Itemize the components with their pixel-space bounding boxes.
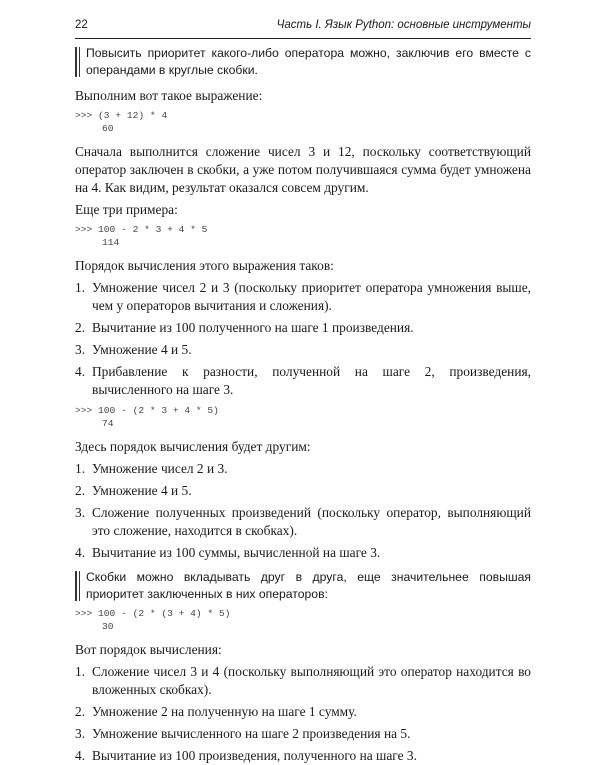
code-example-2	[75, 223, 531, 249]
list-item: 4. Вычитание из 100 суммы, вычисленной на шаге 3.	[75, 545, 381, 560]
list-item: 3. Умножение вычисленного на шаге 2 произведения на 5.	[75, 726, 411, 741]
code-input: >>> 100 - (2 * (3 + 4) * 5)	[75, 608, 231, 619]
note-nested-parentheses: Скобки можно вкладывать друг в друга, еще значительнее повышая приоритет заключенных в них операторов:	[75, 569, 531, 603]
list-item: 2. Вычитание из 100 полученного на шаге 1 произведения.	[75, 320, 414, 335]
list-item: 4. Вычитание из 100 произведения, полученного на шаге 3.	[75, 748, 417, 763]
code-output: 74	[102, 418, 114, 429]
paragraph: Порядок вычисления этого выражения таков:	[75, 258, 334, 273]
running-title: Часть I. Язык Python: основные инструменты	[276, 19, 531, 31]
list-item: 1. Сложение чисел 3 и 4 (поскольку выполняющий это оператор находится во вложенных скобках).	[75, 664, 531, 697]
paragraph: Сначала выполнится сложение чисел 3 и 12, поскольку соответствующий оператор заключен в скобки, а уже потом получившаяся сумма будет умножена на 4. Как видим, результат оказался совсем другим.	[75, 144, 531, 195]
list-item: 2. Умножение 4 и 5.	[75, 483, 192, 498]
list-item: 1. Умножение чисел 2 и 3.	[75, 461, 228, 476]
code-input: >>> 100 - (2 * 3 + 4 * 5)	[75, 405, 219, 416]
code-output: 114	[102, 237, 120, 248]
paragraph: Еще три примера:	[75, 202, 178, 217]
code-example-1	[75, 109, 531, 135]
paragraph: Здесь порядок вычисления будет другим:	[75, 439, 311, 454]
code-output: 60	[102, 123, 114, 134]
page-header	[75, 16, 531, 39]
code-input: >>> 100 - 2 * 3 + 4 * 5	[75, 224, 208, 235]
list-item: 1. Умножение чисел 2 и 3 (поскольку приоритет оператора умножения выше, чем у операторов вычитания и сложения).	[75, 280, 531, 313]
paragraph: Вот порядок вычисления:	[75, 642, 222, 657]
list-item: 3. Умножение 4 и 5.	[75, 342, 192, 357]
code-input: >>> (3 + 12) * 4	[75, 110, 168, 121]
page-number: 22	[75, 19, 88, 31]
ordered-list-1	[75, 279, 531, 399]
code-output: 30	[102, 621, 114, 632]
paragraph: Выполним вот такое выражение:	[75, 88, 263, 103]
note-parentheses-priority: Повысить приоритет какого-либо оператора можно, заключив его вместе с операндами в круглые скобки.	[75, 45, 531, 79]
list-item: 2. Умножение 2 на полученную на шаге 1 сумму.	[75, 704, 357, 719]
code-example-4	[75, 607, 531, 633]
list-item: 4. Прибавление к разности, полученной на шаге 2, произведения, вычисленного на шаге 3.	[75, 364, 531, 397]
code-example-3	[75, 404, 531, 430]
list-item: 3. Сложение полученных произведений (поскольку оператор, выполняющий это сложение, находится в скобках).	[75, 505, 531, 538]
ordered-list-2	[75, 460, 531, 562]
page-content	[75, 45, 531, 765]
